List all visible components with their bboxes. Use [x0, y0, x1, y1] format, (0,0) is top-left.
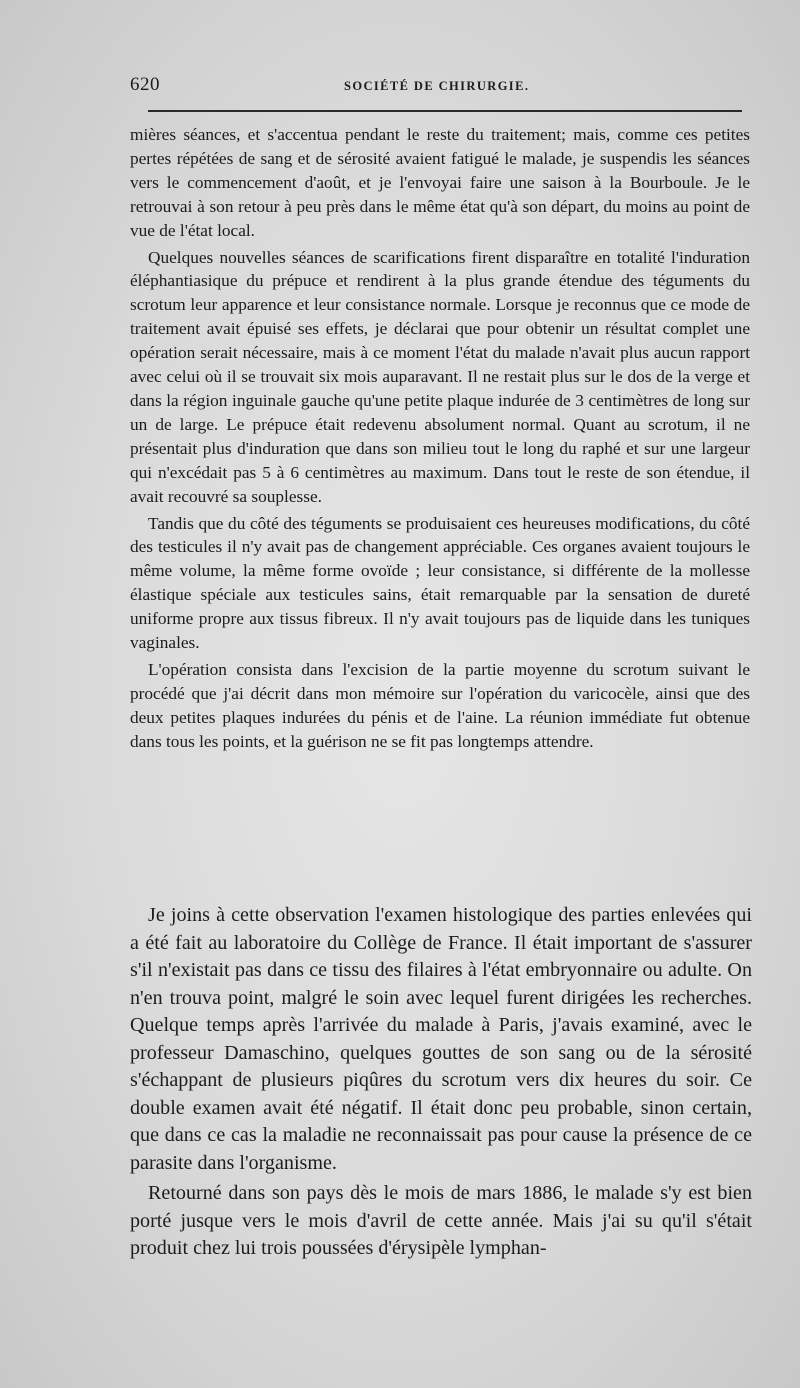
paragraph-histologique: Je joins à cette observation l'examen histologique des parties enlevées qui a été fait au laboratoire du Collège de France. Il était important de s'assurer s'il n'existait pas dans ce tissu des filaires à l'état embryonnaire ou adulte. On n'en trouva point, malgré le soin avec lequel furent dirigées les recherches. Quelque temps après l'arrivée du malade à Paris, j'avais examiné, avec le professeur Damaschino, quelques gouttes de son sang ou de la sérosité s'échappant de plusieurs piqûres du scrotum vers dix heures du soir. Ce double examen avait été négatif. Il était donc peu probable, sinon certain, que dans ce cas la maladie ne reconnaissait pas pour cause la présence de ce parasite dans l'organisme.: [130, 904, 752, 1174]
running-title: SOCIÉTÉ DE CHIRURGIE.: [344, 79, 530, 93]
page-number: 620: [130, 74, 160, 95]
header-rule: [148, 110, 742, 112]
paragraph-operation: L'opération consista dans l'excision de la partie moyenne du scrotum suivant le procédé que j'ai décrit dans mon mémoire sur l'opération du varicocèle, ainsi que des deux petites plaques indurées du pénis et de l'aine. La réunion immédiate fut obtenue dans tous les points, et la guérison ne se fit pas longtemps attendre.: [130, 659, 750, 751]
paragraph-continued: mières séances, et s'accentua pendant le reste du traitement; mais, comme ces petites pertes répétées de sang et de sérosité avaient fatigué le malade, je suspendis les séances vers le commencement d'août, et je l'envoyai faire une saison à la Bourboule. Je le retrouvai à son retour à peu près dans le même état qu'à son départ, du moins au point de vue de l'état local.: [130, 125, 750, 240]
paragraph-scarifications: Quelques nouvelles séances de scarifications firent disparaître en totalité l'induration éléphantiasique du prépuce et rendirent à la plus grande étendue des téguments du scrotum leur apparence et leur consistance normale. Lorsque je reconnus que ce mode de traitement avait épuisé ses effets, je déclarai que pour obtenir un résultat complet une opération serait nécessaire, mais à ce moment l'état du malade n'avait plus aucun rapport avec celui où il se trouvait six mois auparavant. Il ne restait plus sur le dos de la verge et dans la région inguinale gauche qu'une petite plaque indurée de 3 centimètres de long sur un de large. Le prépuce était redevenu absolument normal. Quant au scrotum, il ne présentait plus d'induration que dans son milieu tout le long du raphé et sur une largeur qui n'excédait pas 5 à 6 centimètres au maximum. Dans tout le reste de son étendue, il avait recouvré sa souplesse.: [130, 247, 750, 506]
page-header: [130, 74, 742, 102]
paragraph-retourne: Retourné dans son pays dès le mois de mars 1886, le malade s'y est bien porté jusque vers le mois d'avril de cette année. Mais j'ai su qu'il s'était produit chez lui trois poussées d'érysipèle lymphan-: [130, 1182, 752, 1259]
text-block-large: [130, 902, 752, 1266]
paragraph-testicules: Tandis que du côté des téguments se produisaient ces heureuses modifications, du côté des testicules il n'y avait pas de changement appréciable. Ces organes avaient toujours le même volume, la même forme ovoïde ; leur consistance, si différente de la mollesse élastique spéciale aux testicules sains, était remarquable par la sensation de dureté uniforme propre aux tissus fibreux. Il n'y avait toujours pas de liquide dans les tuniques vaginales.: [130, 513, 750, 653]
text-block-small: [130, 123, 750, 757]
